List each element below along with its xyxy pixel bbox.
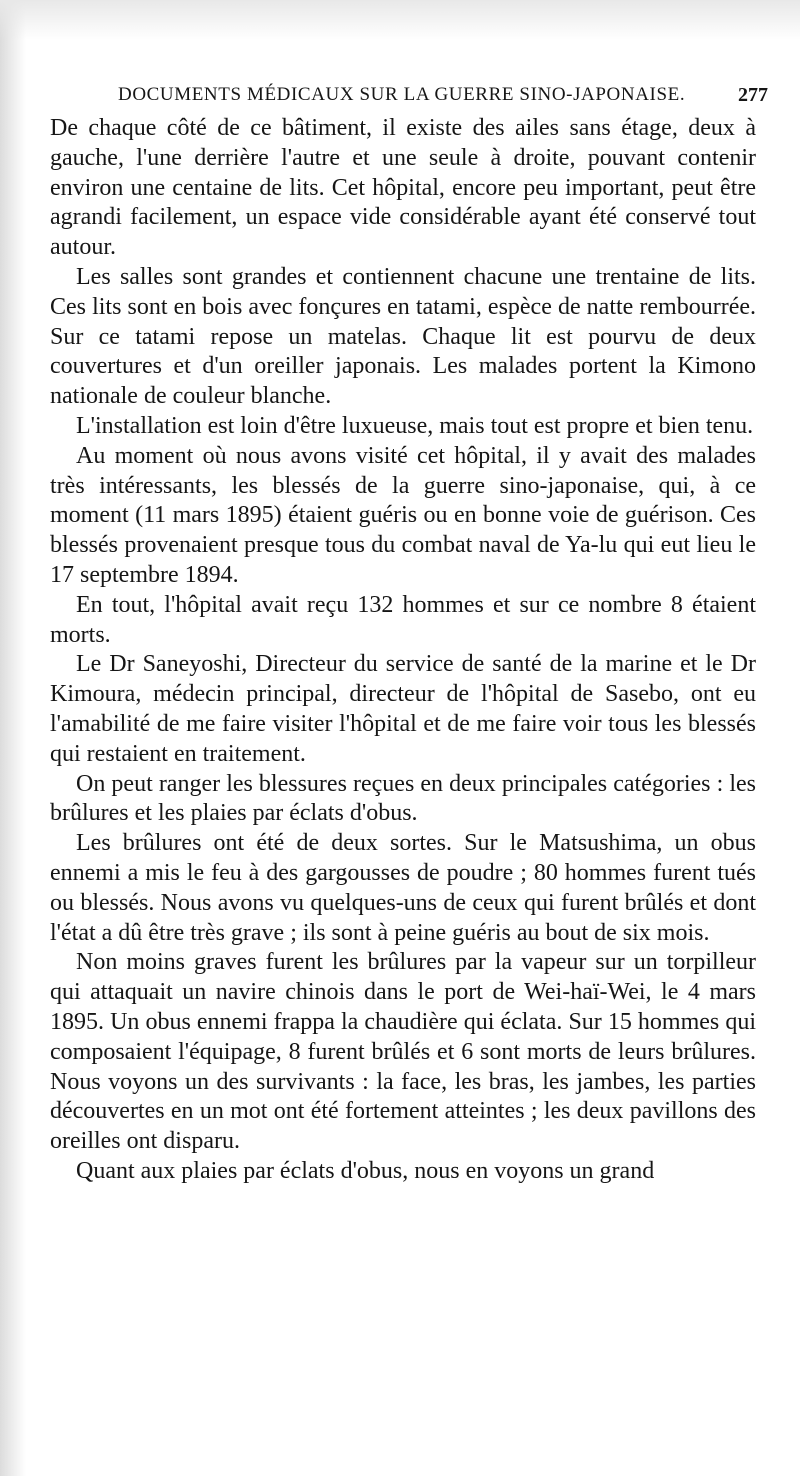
paragraph-4: Au moment où nous avons visité cet hôpital, il y avait des malades très intéressants, les blessés de la guerre sino-japonaise, qui, à ce moment (11 mars 1895) étaient guéris ou en bonne voie de guérison. Ces blessés provenaient presque tous du combat naval de Ya-lu qui eut lieu le 17 septembre 1894. <box>50 442 756 588</box>
paragraph-3: L'installation est loin d'être luxueuse, mais tout est propre et bien tenu. <box>76 412 754 439</box>
paragraph-10: Quant aux plaies par éclats d'obus, nous en voyons un grand <box>76 1157 655 1184</box>
paragraph-8: Les brûlures ont été de deux sortes. Sur le Matsushima, un obus ennemi a mis le feu à des gargousses de poudre ; 80 hommes furent tués ou blessés. Nous avons vu quelques-uns de ceux qui furent brûlés et dont l'état a dû être très grave ; ils sont à peine guéris au bout de six mois. <box>50 830 756 946</box>
page-top-shadow <box>0 0 800 40</box>
paragraph-2: Les salles sont grandes et contiennent chacune une trentaine de lits. Ces lits sont en bois avec fonçures en tatami, espèce de natte rembourrée. Sur ce tatami repose un matelas. Chaque lit est pourvu de deux couvertures et d'un oreiller japonais. Les malades portent la Kimono nationale de couleur blanche. <box>50 263 756 410</box>
running-header <box>118 84 768 110</box>
running-title: DOCUMENTS MÉDICAUX SUR LA GUERRE SINO-JAPONAISE. <box>118 84 686 105</box>
paragraph-6: Le Dr Saneyoshi, Directeur du service de santé de la marine et le Dr Kimoura, médecin principal, directeur de l'hôpital de Sasebo, ont eu l'amabilité de me faire visiter l'hôpital et de me faire voir tous les blessés qui restaient en traitement. <box>50 651 756 767</box>
page-edge-shadow <box>0 0 26 1476</box>
paragraph-1: De chaque côté de ce bâtiment, il existe des ailes sans étage, deux à gauche, l'une derrière l'autre et une seule à droite, pouvant contenir environ une centaine de lits. Cet hôpital, encore peu important, peut être agrandi facilement, un espace vide considérable ayant été conservé tout autour. <box>50 115 756 261</box>
page-number: 277 <box>738 84 768 106</box>
paragraph-7: On peut ranger les blessures reçues en deux principales catégories : les brûlures et les plaies par éclats d'obus. <box>50 770 756 827</box>
body-text <box>50 114 756 1187</box>
paragraph-5: En tout, l'hôpital avait reçu 132 hommes et sur ce nombre 8 étaient morts. <box>50 591 756 648</box>
paragraph-9: Non moins graves furent les brûlures par la vapeur sur un torpilleur qui attaquait un navire chinois dans le port de Wei-haï-Wei, le 4 mars 1895. Un obus ennemi frappa la chaudière qui éclata. Sur 15 hommes qui composaient l'équipage, 8 furent brûlés et 6 sont morts de leurs brûlures. Nous voyons un des survivants : la face, les bras, les jambes, les parties découvertes en un mot ont été fortement atteintes ; les deux pavillons des oreilles ont disparu. <box>50 949 756 1155</box>
